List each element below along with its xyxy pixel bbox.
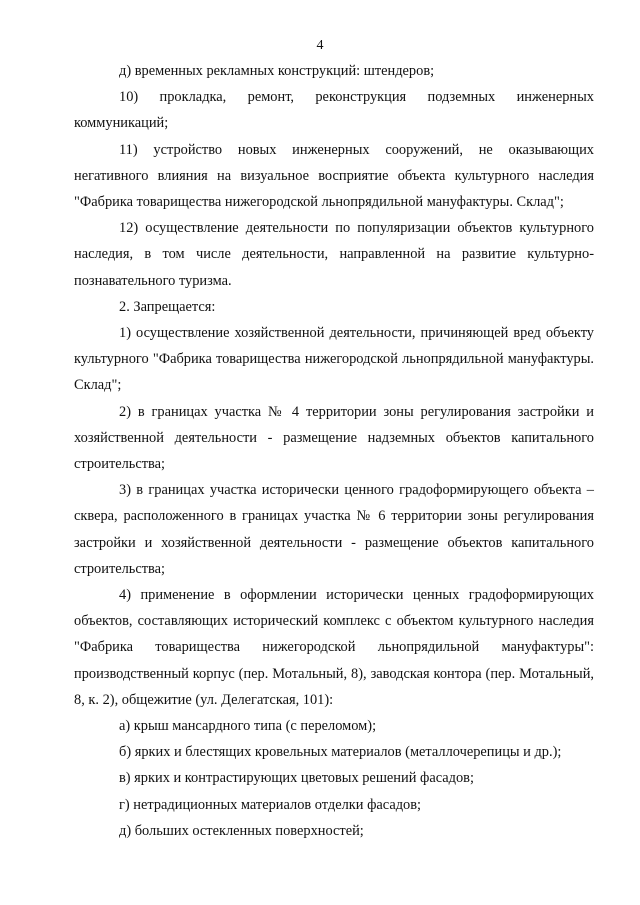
paragraph: 4) применение в оформлении исторически ценных градоформирующих объектов, составляющих исторический комплекс с объектом культурного наследия "Фабрика товарищества нижегородской льнопрядильной мануфактуры": производственный корпус (пер. Мотальный, 8), заводская контора (пер. Мотальный, 8, к. 2), общежитие (ул. Делегатская, 101): xyxy=(74,587,594,708)
paragraph: 12) осуществление деятельности по популяризации объектов культурного наследия, в том числе деятельности, направленной на развитие культурно-познавательного туризма. xyxy=(74,220,594,289)
list-item: г) нетрадиционных материалов отделки фасадов; xyxy=(119,796,422,813)
paragraph: д) временных рекламных конструкций: штендеров; xyxy=(119,63,435,79)
page-number: 4 xyxy=(316,38,324,53)
section-heading: 2. Запрещается: xyxy=(119,298,216,315)
paragraph: 2) в границах участка № 4 территории зоны регулирования застройки и хозяйственной деятельности - размещение надземных объектов капитального строительства; xyxy=(74,403,594,473)
paragraph: 10) прокладка, ремонт, реконструкция подземных инженерных коммуникаций; xyxy=(74,89,594,132)
list-item: д) больших остекленных поверхностей; xyxy=(119,822,364,839)
list-item: а) крыш мансардного типа (с переломом); xyxy=(119,718,377,735)
paragraph: 3) в границах участка исторически ценного градоформирующего объекта – сквера, расположенного в границах участка № 6 территории зоны регулирования застройки и хозяйственной деятельности - размещение объектов капитального строительства; xyxy=(74,482,594,577)
list-item: б) ярких и блестящих кровельных материалов (металлочерепицы и др.); xyxy=(119,744,562,761)
paragraph: 11) устройство новых инженерных сооружений, не оказывающих негативного влияния на визуальное восприятие объекта культурного наследия "Фабрика товарищества нижегородской льнопрядильной мануфактуры. Склад"; xyxy=(74,141,594,211)
paragraph: 1) осуществление хозяйственной деятельности, причиняющей вред объекту культурного "Фабрика товарищества нижегородской льнопрядильной мануфактуры. Склад"; xyxy=(74,325,594,394)
list-item: в) ярких и контрастирующих цветовых решений фасадов; xyxy=(119,770,474,787)
document-body xyxy=(74,58,594,844)
